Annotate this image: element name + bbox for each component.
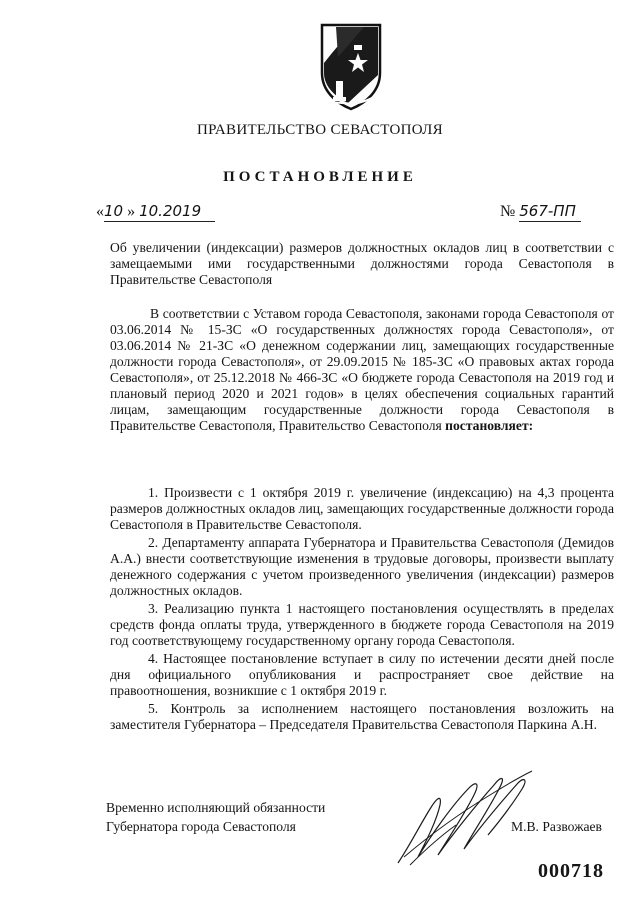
- resolution-item: 2. Департаменту аппарата Губернатора и Правительства Севастополя (Демидов А.А.) внести соответствующие изменения в трудовые договоры, произвести выплату денежного содержания с учетом произведенного увеличения (индексации) размеров должностных окладов.: [110, 535, 614, 598]
- handwritten-signature-icon: [390, 765, 540, 870]
- resolution-item: 1. Произвести с 1 октября 2019 г. увеличение (индексацию) на 4,3 процента размеров должностных окладов лиц, замещающих государственные должности города Севастополя в Правительстве Севастополя.: [110, 485, 614, 532]
- preamble-resolves: постановляет:: [445, 418, 534, 433]
- serial-number: 000718: [538, 860, 604, 882]
- date-field: [104, 202, 215, 222]
- document-number: [500, 202, 581, 222]
- government-title: ПРАВИТЕЛЬСТВО СЕВАСТОПОЛЯ: [197, 122, 443, 138]
- preamble-text: В соответствии с Уставом города Севастополя, законами города Севастополя от 03.06.2014 № 15-ЗС «О государственных должностях города Севастополя», от 03.06.2014 № 21-ЗС «О денежном содержании лиц, замещающих государственные должности города Севастополя», от 29.09.2015 № 185-ЗС «О правовых актах города Севастополя», от 25.12.2018 № 466-ЗС «О бюджете города Севастополя на 2019 год и плановый период 2020 и 2021 годов» в целях обеспечения социальных гарантий лицам, замещающим государственные должности города Севастополя в Правительстве Севастополя, Правительство Севастополя: [110, 306, 614, 433]
- date-day: 10: [104, 202, 124, 220]
- resolution-item: 4. Настоящее постановление вступает в силу по истечении десяти дней после дня официального опубликования и распространяет свое действие на правоотношения, возникшие с 1 октября 2019 г.: [110, 651, 614, 698]
- signer-name: М.В. Развожаев: [511, 819, 602, 834]
- signatory-title: [106, 798, 325, 836]
- document-date: [96, 202, 215, 222]
- date-month-year: 10.2019: [139, 202, 202, 220]
- resolution-items: [110, 485, 614, 735]
- signatory-title-line: Губернатора города Севастополя: [106, 819, 296, 834]
- number-value: 567-ПП: [519, 202, 576, 220]
- coat-of-arms-icon: [318, 23, 384, 111]
- signatory-title-line: Временно исполняющий обязанности: [106, 800, 326, 815]
- number-field: [519, 202, 581, 222]
- preamble-paragraph: [110, 306, 614, 434]
- date-close-quote: »: [127, 203, 136, 220]
- resolution-item: 3. Реализацию пункта 1 настоящего постановления осуществлять в пределах средств фонда оплаты труда, утвержденного в бюджете города Севастополя на 2019 год соответствующему государственному органу города Севастополя.: [110, 601, 614, 648]
- number-prefix: №: [500, 203, 516, 220]
- document-subject: Об увеличении (индексации) размеров должностных окладов лиц в соответствии с замещаемыми ими государственными должностями города Севастополя в Правительстве Севастополя: [110, 240, 614, 287]
- document-type-heading: ПОСТАНОВЛЕНИЕ: [223, 169, 417, 185]
- resolution-item: 5. Контроль за исполнением настоящего постановления возложить на заместителя Губернатора – Председателя Правительства Севастополя Паркина А.Н.: [110, 701, 614, 732]
- date-open-quote: «: [96, 203, 104, 220]
